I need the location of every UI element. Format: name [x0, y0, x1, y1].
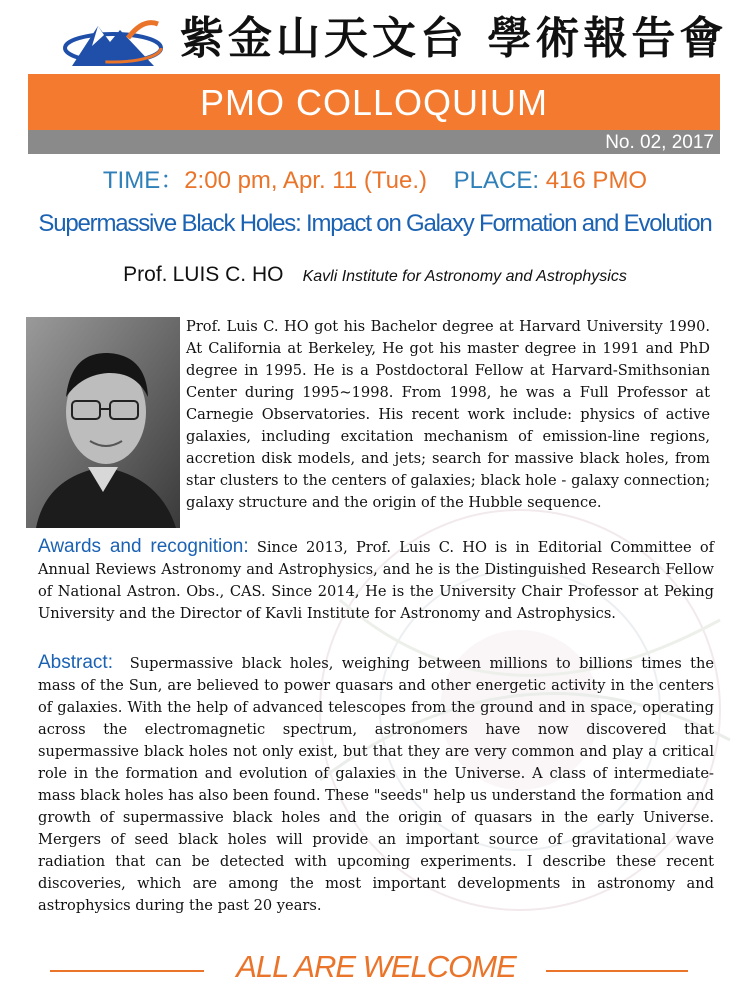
awards-heading: Awards and recognition:	[38, 536, 249, 557]
talk-title: Supermassive Black Holes: Impact on Galaxy Formation and Evolution	[38, 210, 712, 237]
time-place-line	[0, 160, 750, 195]
colloquium-banner: PMO COLLOQUIUM	[28, 74, 720, 130]
place-label: PLACE:	[453, 167, 540, 194]
time-label: TIME：	[102, 167, 185, 194]
speaker-bio: Prof. Luis C. HO got his Bachelor degree at Harvard University 1990. At California at Berkeley, He got his master degree in 1991 and PhD degree in 1995. He is a Postdoctoral Fellow at Harvard-Smithsonian Center during 1995~1998. From 1998, he was a Full Professor at Carnegie Observatories. His recent work include: physics of active galaxies, including excitation mechanism of emission-line regions, accretion disk models, and jets; search for massive black holes, from star clusters to the centers of galaxies; black hole - galaxy connection; galaxy structure and the origin of the Hubble sequence.	[186, 318, 710, 511]
issue-number: No. 02, 2017	[605, 132, 714, 153]
speaker-prefix: Prof.	[123, 263, 168, 286]
time-value: 2:00 pm, Apr. 11 (Tue.)	[184, 167, 427, 194]
abstract-heading: Abstract:	[38, 652, 113, 673]
chinese-title: 紫金山天文台 學術報告會	[180, 13, 728, 64]
speaker-photo	[26, 317, 180, 528]
right-rule	[546, 970, 688, 972]
place-value: 416 PMO	[545, 167, 648, 194]
awards-text: Since 2013, Prof. Luis C. HO is in Editorial Committee of Annual Reviews Astronomy and Astrophysics, and he is the Distinguished Research Fellow of National Astron. Obs., CAS. Since 2014, He is the University Chair Professor at Peking University and the Director of Kavli Institute for Astronomy and Astrophysics.	[38, 539, 715, 622]
welcome-text: ALL ARE WELCOME	[236, 949, 516, 984]
welcome-footer	[0, 948, 750, 984]
abstract-section	[38, 652, 714, 917]
abstract-text: Supermassive black holes, weighing between millions to billions times the mass of the Sun, are believed to power quasars and other energetic activity in the centers of galaxies. With the help of advanced telescopes from the ground and in space, operating across the electromagnetic spectrum, astronomers have now discovered that supermassive black holes not only exist, but that they are very common and play a critical role in the formation and evolution of galaxies in the Universe. A class of intermediate-mass black holes has also been found. These "seeds" help us understand the formation and growth of supermassive black holes and the origin of quasars in the early Universe. Mergers of seed black holes will provide an important source of gravitational wave radiation that can be detected with upcoming experiments. I describe these recent discoveries, which are among the most important developments in astronomy and astrophysics during the past 20 years.	[38, 655, 714, 914]
speaker-line	[0, 263, 750, 287]
speaker-name: LUIS C. HO	[172, 263, 284, 286]
speaker-institution: Kavli Institute for Astronomy and Astrophysics	[302, 268, 627, 285]
awards-section	[38, 536, 714, 625]
observatory-logo	[58, 8, 168, 74]
left-rule	[50, 970, 204, 972]
